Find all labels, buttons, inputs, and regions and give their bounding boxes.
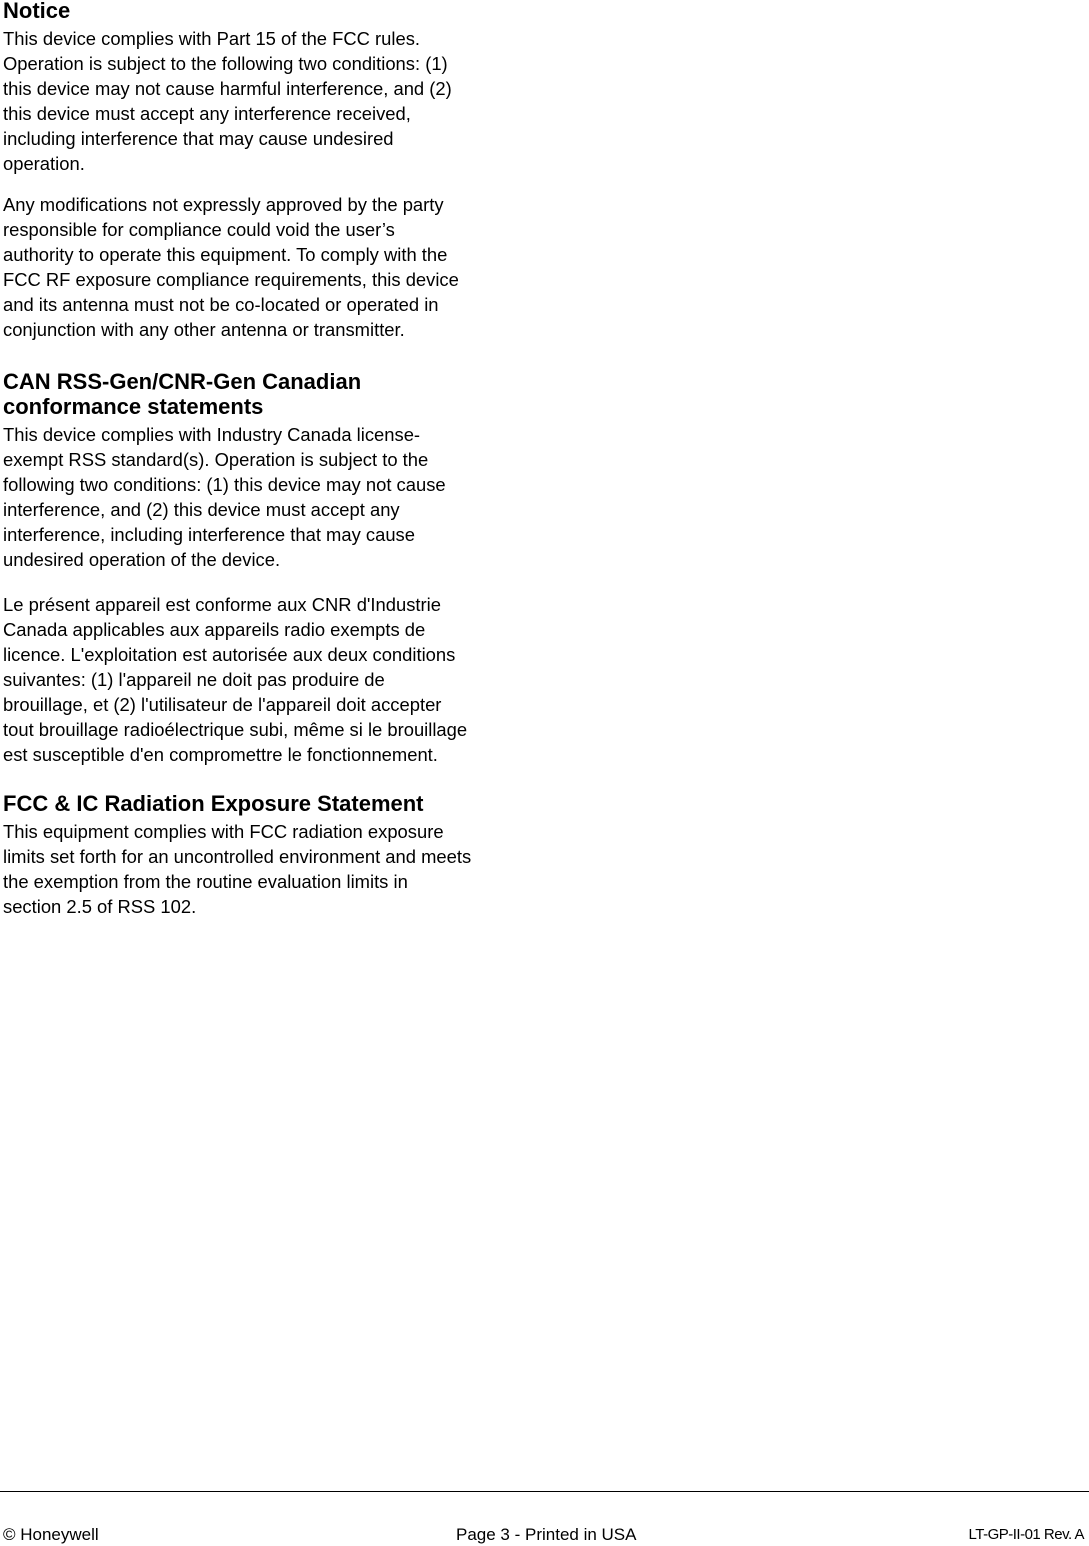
text-line: interference, including interference that may cause bbox=[3, 524, 415, 545]
text-line: exempt RSS standard(s). Operation is subject to the bbox=[3, 449, 429, 470]
text-line: This device complies with Industry Canada license- bbox=[3, 424, 421, 445]
text-line: Operation is subject to the following two conditions: (1) bbox=[3, 53, 448, 74]
text-line: including interference that may cause undesired bbox=[3, 128, 394, 149]
text-line: following two conditions: (1) this device may not cause bbox=[3, 474, 446, 495]
text-line: Le présent appareil est conforme aux CNR d'Industrie bbox=[3, 594, 441, 615]
text-line: conjunction with any other antenna or transmitter. bbox=[3, 319, 405, 340]
text-line: tout brouillage radioélectrique subi, même si le brouillage bbox=[3, 719, 468, 740]
text-line: the exemption from the routine evaluation limits in bbox=[3, 871, 408, 892]
text-line: limits set forth for an uncontrolled environment and meets bbox=[3, 846, 472, 867]
document-body bbox=[3, 0, 527, 919]
text-line: est susceptible d'en compromettre le fonctionnement. bbox=[3, 744, 438, 765]
text-line: brouillage, et (2) l'utilisateur de l'appareil doit accepter bbox=[3, 694, 442, 715]
text-line: and its antenna must not be co-located or operated in bbox=[3, 294, 439, 315]
section-heading-notice: Notice bbox=[3, 0, 71, 23]
text-line: interference, and (2) this device must accept any bbox=[3, 499, 400, 520]
text-line: undesired operation of the device. bbox=[3, 549, 281, 570]
notice-paragraph-2 bbox=[3, 192, 527, 342]
radiation-paragraph bbox=[3, 819, 527, 919]
footer-copyright: © Honeywell bbox=[3, 1525, 99, 1544]
footer-divider bbox=[0, 1491, 1089, 1492]
section-heading-canadian-conformance bbox=[3, 369, 527, 419]
footer-document-code: LT-GP-II-01 Rev. A bbox=[968, 1526, 1084, 1543]
text-line: section 2.5 of RSS 102. bbox=[3, 896, 197, 917]
heading-line: CAN RSS-Gen/CNR-Gen Canadian bbox=[3, 369, 362, 394]
text-line: responsible for compliance could void the user’s bbox=[3, 219, 395, 240]
text-line: this device may not cause harmful interference, and (2) bbox=[3, 78, 452, 99]
text-line: this device must accept any interference received, bbox=[3, 103, 411, 124]
notice-paragraph-1 bbox=[3, 26, 527, 176]
text-line: suivantes: (1) l'appareil ne doit pas produire de bbox=[3, 669, 385, 690]
text-line: licence. L'exploitation est autorisée aux deux conditions bbox=[3, 644, 456, 665]
canadian-paragraph-french bbox=[3, 592, 527, 767]
text-line: operation. bbox=[3, 153, 85, 174]
footer-page-number: Page 3 - Printed in USA bbox=[456, 1525, 637, 1544]
canadian-paragraph-english bbox=[3, 422, 527, 572]
text-line: Any modifications not expressly approved by the party bbox=[3, 194, 444, 215]
text-line: This equipment complies with FCC radiation exposure bbox=[3, 821, 444, 842]
text-line: authority to operate this equipment. To comply with the bbox=[3, 244, 448, 265]
heading-line: conformance statements bbox=[3, 394, 264, 419]
text-line: This device complies with Part 15 of the FCC rules. bbox=[3, 28, 421, 49]
text-line: Canada applicables aux appareils radio exempts de bbox=[3, 619, 426, 640]
text-line: FCC RF exposure compliance requirements, this device bbox=[3, 269, 459, 290]
section-heading-radiation-exposure: FCC & IC Radiation Exposure Statement bbox=[3, 791, 424, 816]
